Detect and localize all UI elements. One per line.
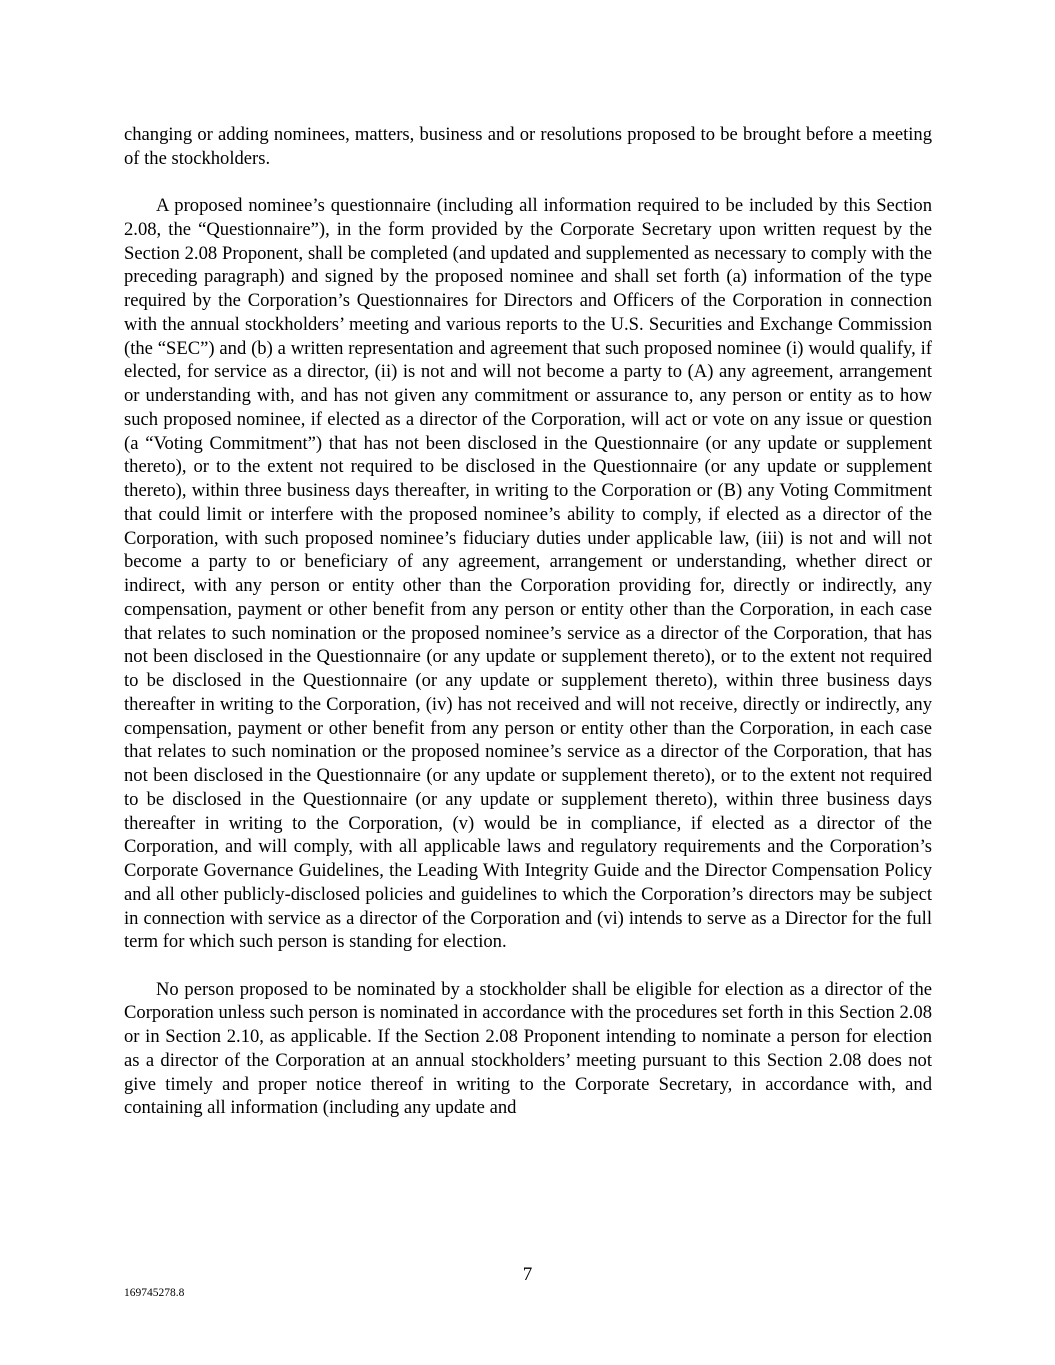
page-number: 7 [522, 1264, 533, 1285]
paragraph-questionnaire: A proposed nominee’s questionnaire (including all information required to be included by this Section 2.08, the “Questionnaire”), in the form provided by the Corporate Secretary upon written request by the Section 2.08 Proponent, shall be completed (and updated and supplemented as necessary to comply with the preceding paragraph) and signed by the proposed nominee and shall set forth (a) information of the type required by the Corporation’s Questionnaires for Directors and Officers of the Corporation in connection with the annual stockholders’ meeting and various reports to the U.S. Securities and Exchange Commission (the “SEC”) and (b) a written representation and agreement that such proposed nominee (i) would qualify, if elected, for service as a director, (ii) is not and will not become a party to (A) any agreement, arrangement or understanding with, and has not given any commitment or assurance to, any person or entity as to how such proposed nominee, if elected as a director of the Corporation, will act or vote on any issue or question (a “Voting Commitment”) that has not been disclosed in the Questionnaire (or any update or supplement thereto), or to the extent not required to be disclosed in the Questionnaire (or any update or supplement thereto), within three business days thereafter, in writing to the Corporation or (B) any Voting Commitment that could limit or interfere with the proposed nominee’s ability to comply, if elected as a director of the Corporation, with such proposed nominee’s fiduciary duties under applicable law, (iii) is not and will not become a party to or beneficiary of any agreement, arrangement or understanding, whether direct or indirect, with any person or entity other than the Corporation providing for, directly or indirectly, any compensation, payment or other benefit from any person or entity other than the Corporation, in each case that relates to such nomination or the proposed nominee’s service as a director of the Corporation, that has not been disclosed in the Questionnaire (or any update or supplement thereto), or to the extent not required to be disclosed in the Questionnaire (or any update or supplement thereto), within three business days thereafter in writing to the Corporation, (iv) has not received and will not receive, directly or indirectly, any compensation, payment or other benefit from any person or entity other than the Corporation, in each case that relates to such nomination or the proposed nominee’s service as a director of the Corporation, that has not been disclosed in the Questionnaire (or any update or supplement thereto), or to the extent not required to be disclosed in the Questionnaire (or any update or supplement thereto), within three business days thereafter in writing to the Corporation, (v) would be in compliance, if elected as a director of the Corporation, and will comply, with all applicable laws and regulatory requirements and the Corporation’s Corporate Governance Guidelines, the Leading With Integrity Guide and the Director Compensation Policy and all other publicly-disclosed policies and guidelines to which the Corporation’s directors may be subject in connection with service as a director of the Corporation and (vi) intends to serve as a Director for the full term for which such person is standing for election. [124, 195, 932, 953]
paragraph-eligibility: No person proposed to be nominated by a stockholder shall be eligible for election as a director of the Corporation unless such person is nominated in accordance with the procedures set forth in this Section 2.08 or in Section 2.10, as applicable. If the Section 2.08 Proponent intending to nominate a person for election as a director of the Corporation at an annual stockholders’ meeting pursuant to this Section 2.08 does not give timely and proper notice thereof in writing to the Corporate Secretary, in accordance with, and containing all information (including any update and [124, 978, 932, 1119]
paragraph-continuation: changing or adding nominees, matters, business and or resolutions proposed to be brought before a meeting of the stockholders. [124, 124, 932, 169]
document-id: 169745278.8 [124, 1287, 185, 1299]
body-text [124, 123, 932, 1144]
